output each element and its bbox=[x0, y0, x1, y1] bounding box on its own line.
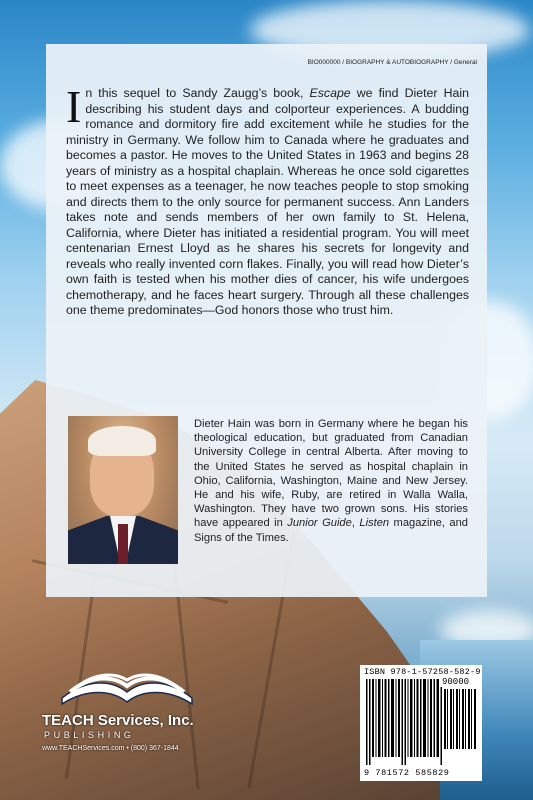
isbn-number: ISBN 978-1-57258-582-9 bbox=[364, 667, 481, 677]
isbn-barcode bbox=[360, 665, 482, 781]
open-book-icon bbox=[52, 668, 202, 712]
publisher-subtitle: PUBLISHING bbox=[44, 730, 135, 740]
publisher-logo bbox=[42, 668, 212, 768]
book-title: Escape bbox=[309, 86, 351, 100]
author-photo bbox=[68, 416, 178, 564]
publication-title: Listen bbox=[359, 517, 390, 530]
price-barcode bbox=[444, 689, 476, 749]
drop-cap: I bbox=[66, 81, 82, 132]
price-code: 90000 bbox=[442, 677, 470, 687]
publisher-contact: www.TEACHServices.com • (800) 367-1844 bbox=[42, 745, 179, 752]
bio-text: magazine, and Signs of the Times. bbox=[194, 517, 469, 544]
description-text: we find Dieter Hain describing his student days and colporteur experiences. A budding romance and dormitory fire add excitement while he studies for the ministry in Germany. We follow him to Canada where he graduates and becomes a pastor. He moves to the United States in 1963 and begins 28 years of ministry as a hospital chaplain. Whereas he once sold cigarettes to meet expenses as a teenager, he now teaches people to stop smoking and directs them to the only source for permanent success. Ann Landers takes note and sends members of her own family to St. Helena, California, where Dieter has initiated a residential program. You will meet centenarian Ernest Lloyd as he shares his secrets for longevity and reveals who really invented corn flakes. Finally, you will read how Dieter’s own faith is tested when his mother dies of cancer, his wife undergoes chemotherapy, and he faces heart surgery. Through all these challenges one theme predominates—God honors those who trust him. bbox=[66, 86, 469, 317]
description-text: n this sequel to Sandy Zaugg’s book, bbox=[85, 86, 310, 100]
ean-number: 9 781572 585829 bbox=[364, 768, 450, 778]
publisher-name: TEACH Services, Inc. bbox=[42, 712, 194, 729]
bio-text: Dieter Hain was born in Germany where he began his theological education, but graduated from Canadian University College in central Alberta. After moving to the United States he served as hospital chaplain in Ohio, California, Washington, Maine and New Jersey. He and his wife, Ruby, are retired in Walla Walla, Washington. They have two grown sons. His stories have appeared in bbox=[194, 418, 468, 530]
category-label: BIO000000 / BIOGRAPHY & AUTOBIOGRAPHY / General bbox=[307, 59, 477, 66]
publication-title: Junior Guide bbox=[287, 517, 352, 530]
book-description bbox=[66, 81, 469, 319]
author-bio: Dieter Hain was born in Germany where he began his theological education, but graduated from Canadian University College in central Alberta. After moving to the United States he served as hospital chaplain in Ohio, California, Washington, Maine and New Jersey. He and his wife, Ruby, are retired in Walla Walla, Washington. They have two grown sons. His stories have appeared in Junior Guide, Listen magazine, and Signs of the Times. bbox=[194, 418, 469, 544]
